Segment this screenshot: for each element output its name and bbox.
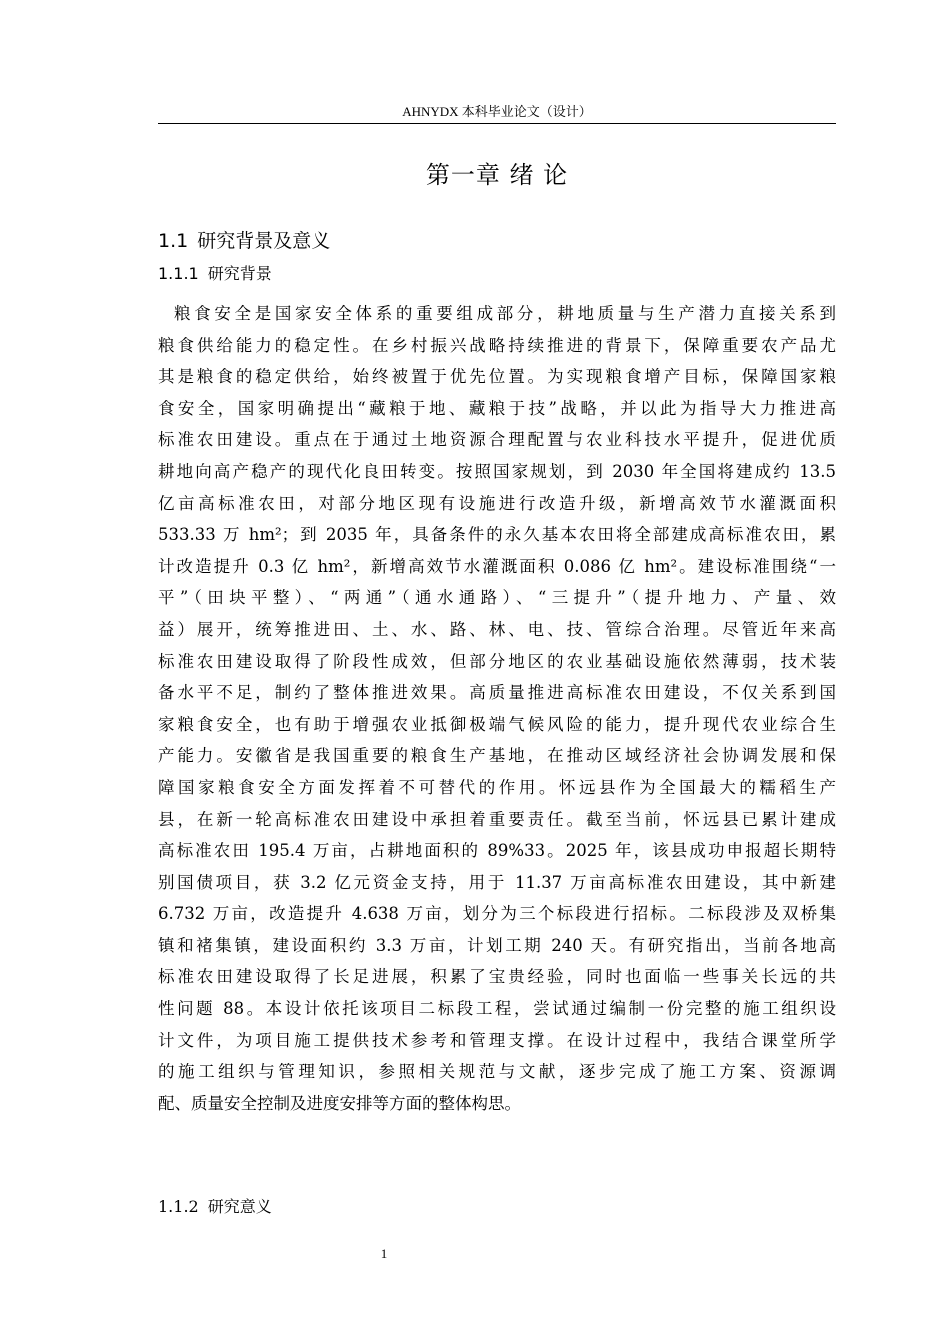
paragraph-line: 标准农田建设。重点在于通过土地资源合理配置与农业科技水平提升，促进优质 xyxy=(158,430,836,450)
paragraph-line: 食安全，国家明确提出“藏粮于地、藏粮于技”战略，并以此为指导大力推进高 xyxy=(158,398,836,418)
page-number: 1 xyxy=(380,1246,388,1261)
paragraph-line: 高标准农田 195.4 万亩，占耕地面积的 89%33。2025 年，该县成功申报超长期特 xyxy=(158,841,836,861)
paragraph-line: 计改造提升 0.3 亿 hm²，新增高效节水灌溉面积 0.086 亿 hm²。建设标准围绕“一 xyxy=(158,556,836,576)
paragraph-line: 别国债项目，获 3.2 亿元资金支持，用于 11.37 万亩高标准农田建设，其中新建 xyxy=(158,872,836,892)
subsection-title: 研究意义 xyxy=(207,1197,272,1216)
body-paragraph xyxy=(158,298,836,1119)
paragraph-line: 益）展开，统筹推进田、土、水、路、林、电、技、管综合治理。尽管近年来高 xyxy=(158,619,836,639)
paragraph-line: 粮食安全是国家安全体系的重要组成部分，耕地质量与生产潜力直接关系到 xyxy=(174,304,836,323)
paragraph-line: 障国家粮食安全方面发挥着不可替代的作用。怀远县作为全国最大的糯稻生产 xyxy=(158,777,836,797)
paragraph-line: 产能力。安徽省是我国重要的粮食生产基地，在推动区域经济社会协调发展和保 xyxy=(158,746,836,766)
paragraph-line: 533.33 万 hm²；到 2035 年，具备条件的永久基本农田将全部建成高标准农田，累 xyxy=(158,525,836,545)
paragraph-line: 亿亩高标准农田，对部分地区现有设施进行改造升级，新增高效节水灌溉面积 xyxy=(158,493,836,513)
paragraph-line: 备水平不足，制约了整体推进效果。高质量推进高标准农田建设，不仅关系到国 xyxy=(158,683,836,703)
paragraph-line: 耕地向高产稳产的现代化良田转变。按照国家规划，到 2030 年全国将建成约 13.5 xyxy=(158,461,836,481)
paragraph-line: 标准农田建设取得了长足进展，积累了宝贵经验，同时也面临一些事关长远的共 xyxy=(158,967,836,987)
paragraph-line: 性问题 88。本设计依托该项目二标段工程，尝试通过编制一份完整的施工组织设 xyxy=(158,999,836,1019)
subsection-number: 1.1.2 xyxy=(158,1197,199,1216)
paragraph-line: 6.732 万亩，改造提升 4.638 万亩，划分为三个标段进行招标。二标段涉及双桥集 xyxy=(158,904,836,924)
header-rule xyxy=(158,123,836,124)
paragraph-line: 家粮食安全，也有助于增强农业抵御极端气候风险的能力，提升现代农业综合生 xyxy=(158,714,836,734)
section-number: 1.1 xyxy=(158,230,189,252)
section-title: 研究背景及意义 xyxy=(197,230,331,252)
paragraph-line: 其是粮食的稳定供给，始终被置于优先位置。为实现粮食增产目标，保障国家粮 xyxy=(158,367,836,387)
paragraph-line: 县，在新一轮高标准农田建设中承担着重要责任。截至当前，怀远县已累计建成 xyxy=(158,809,836,829)
subsection-heading-background xyxy=(158,262,272,286)
paragraph-line: 镇和褚集镇，建设面积约 3.3 万亩，计划工期 240 天。有研究指出，当前各地高 xyxy=(158,935,836,955)
paragraph-line: 平”（田块平整）、“两通”（通水通路）、“三提升”（提升地力、产量、效 xyxy=(158,588,836,608)
chapter-title: 第一章 绪 论 xyxy=(425,161,569,189)
subsection-heading-significance xyxy=(158,1195,272,1219)
paragraph-line: 计文件，为项目施工提供技术参考和管理支撑。在设计过程中，我结合课堂所学 xyxy=(158,1030,836,1050)
paragraph-line: 的施工组织与管理知识，参照相关规范与文献，逐步完成了施工方案、资源调 xyxy=(158,1062,836,1082)
paragraph-line: 粮食供给能力的稳定性。在乡村振兴战略持续推进的背景下，保障重要农产品尤 xyxy=(158,335,836,355)
paragraph-line: 标准农田建设取得了阶段性成效，但部分地区的农业基础设施依然薄弱，技术装 xyxy=(158,651,836,671)
paragraph-line: 配、质量安全控制及进度安排等方面的整体构思。 xyxy=(158,1093,521,1113)
subsection-title: 研究背景 xyxy=(207,264,272,283)
running-header: AHNYDX 本科毕业论文（设计） xyxy=(402,104,592,119)
subsection-number: 1.1.1 xyxy=(158,264,199,283)
section-heading xyxy=(158,227,330,255)
